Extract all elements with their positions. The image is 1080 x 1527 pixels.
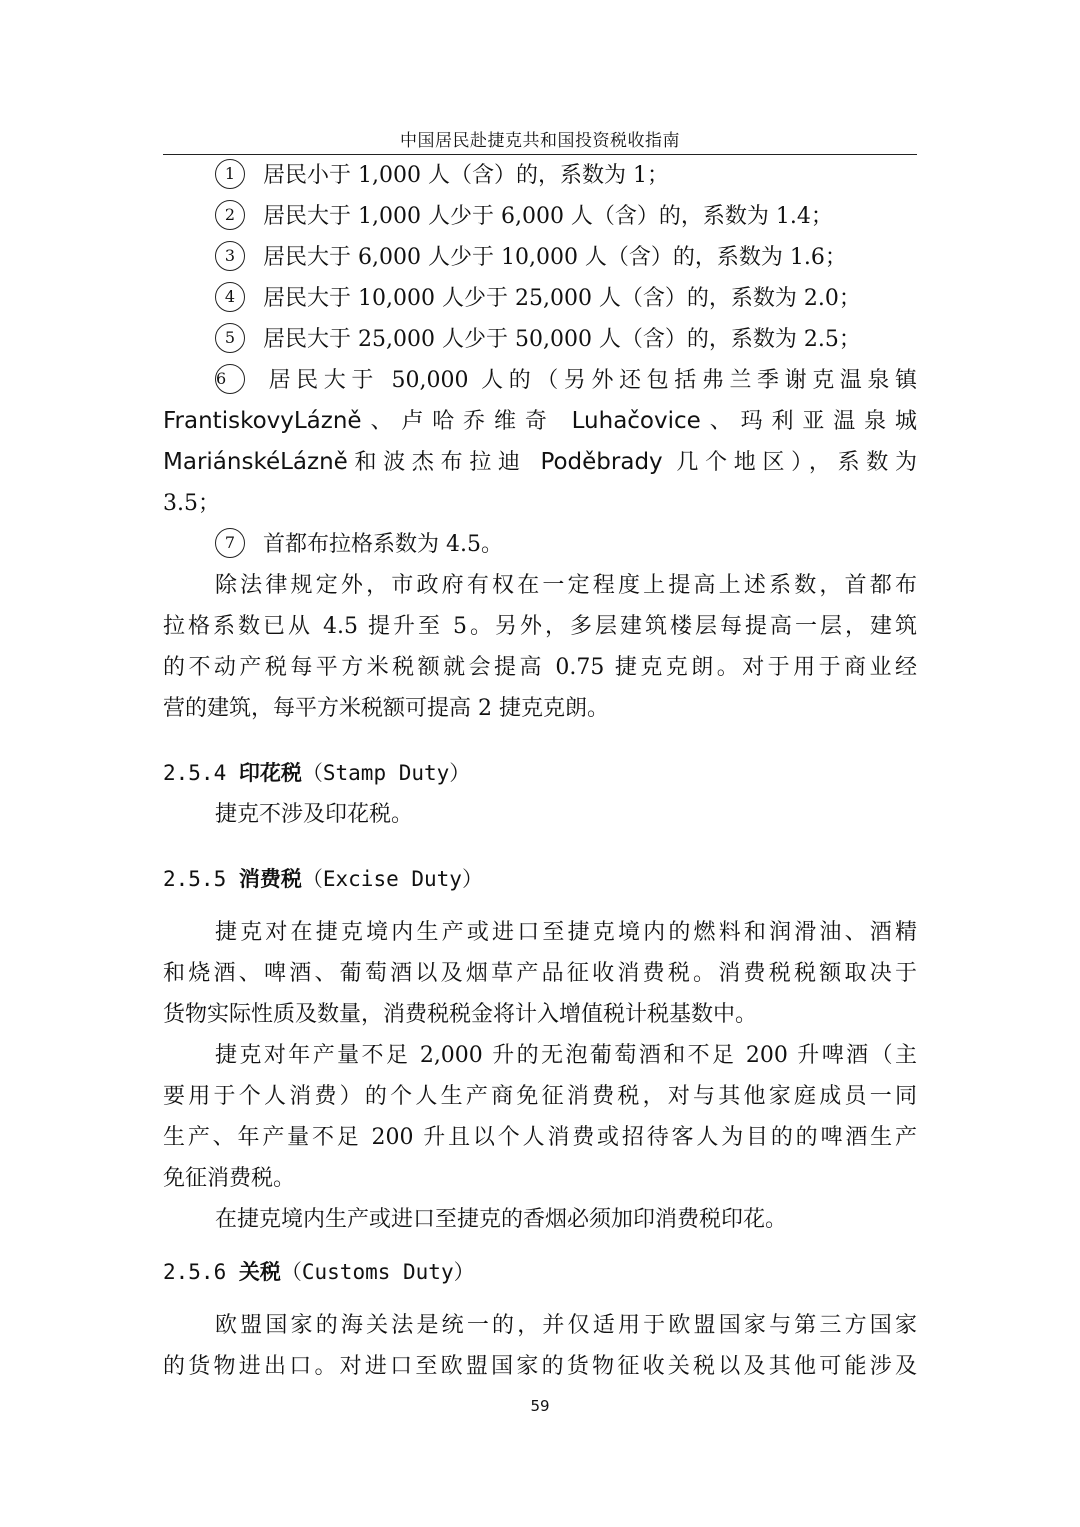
- place-name: FrantiskovyLázně: [163, 408, 362, 434]
- separator-text: 和波杰布拉迪: [347, 450, 541, 475]
- paragraph-line: 除法律规定外，市政府有权在一定程度上提高上述系数，首都布: [215, 573, 917, 598]
- list-item-text: 居民大于 6,000 人少于 10,000 人（含）的，系数为 1.6；: [263, 245, 847, 270]
- section-heading-255: [163, 859, 917, 900]
- circled-number-2: 2: [215, 200, 245, 230]
- paragraph-line: 捷克对年产量不足 2,000 升的无泡葡萄酒和不足 200 升啤酒（主: [215, 1043, 917, 1068]
- list-item-text: 居民大于 1,000 人少于 6,000 人（含）的，系数为 1.4；: [263, 204, 833, 229]
- body-text: [163, 155, 917, 1387]
- document-page: [163, 0, 917, 1527]
- section-title-cn: 消费税: [238, 867, 302, 891]
- paragraph-line: 捷克不涉及印花税。: [215, 802, 414, 827]
- paragraph-line: 营的建筑，每平方米税额可提高 2 捷克克朗。: [163, 696, 609, 721]
- section-heading-254: [163, 753, 917, 794]
- section-title-cn: 关税: [238, 1260, 281, 1284]
- running-header: 中国居民赴捷克共和国投资税收指南: [400, 131, 680, 151]
- section-title-en: （Excise Duty）: [301, 867, 483, 891]
- paragraph-line: 在捷克境内生产或进口至捷克的香烟必须加印消费税印花。: [215, 1207, 788, 1232]
- section-title-cn: 印花税: [238, 761, 302, 785]
- list-item-text: 首都布拉格系数为 4.5。: [263, 532, 503, 557]
- list-item-2: [163, 196, 917, 237]
- place-name: Poděbrady: [540, 449, 663, 475]
- circled-number-6: 6: [215, 364, 245, 394]
- circled-number-7: 7: [215, 528, 245, 558]
- list-item-6-cont-1: [163, 401, 917, 442]
- paragraph-line: 和烧酒、啤酒、葡萄酒以及烟草产品征收消费税。消费税税额取决于: [163, 961, 917, 986]
- paragraph-line: 拉格系数已从 4.5 提升至 5。另外，多层建筑楼层每提高一层，建筑: [163, 614, 917, 639]
- list-item-text: 居民大于 10,000 人少于 25,000 人（含）的，系数为 2.0；: [263, 286, 861, 311]
- circled-number-5: 5: [215, 323, 245, 353]
- section-number: 2.5.6: [163, 1260, 227, 1284]
- paragraph-line: 的货物进出口。对进口至欧盟国家的货物征收关税以及其他可能涉及: [163, 1354, 917, 1379]
- list-item-7: [163, 524, 917, 565]
- circled-number-1: 1: [215, 159, 245, 189]
- list-item-4: [163, 278, 917, 319]
- list-item-text: 居民大于 25,000 人少于 50,000 人（含）的，系数为 2.5；: [263, 327, 861, 352]
- section-title-en: （Customs Duty）: [280, 1260, 475, 1284]
- section-number: 2.5.5: [163, 867, 227, 891]
- separator-text: 、卢哈乔维奇: [361, 409, 572, 434]
- list-item-6: [163, 360, 917, 401]
- list-item-5: [163, 319, 917, 360]
- list-item-6-cont-3: 3.5；: [163, 491, 220, 516]
- circled-number-4: 4: [215, 282, 245, 312]
- paragraph-line: 要用于个人消费）的个人生产商免征消费税，对与其他家庭成员一同: [163, 1084, 917, 1109]
- list-item-6-cont-2: [163, 442, 917, 483]
- paragraph-line: 捷克对在捷克境内生产或进口至捷克境内的燃料和润滑油、酒精: [215, 920, 917, 945]
- paragraph-line: 货物实际性质及数量，消费税税金将计入增值税计税基数中。: [163, 1002, 758, 1027]
- paragraph-line: 的不动产税每平方米税额就会提高 0.75 捷克克朗。对于用于商业经: [163, 655, 917, 680]
- paragraph-line: 欧盟国家的海关法是统一的，并仅适用于欧盟国家与第三方国家: [215, 1313, 917, 1338]
- section-heading-256: [163, 1252, 917, 1293]
- place-name: Luhačovice: [571, 408, 701, 434]
- page-number: 59: [530, 1397, 550, 1415]
- paragraph-line: 生产、年产量不足 200 升且以个人消费或招待客人为目的的啤酒生产: [163, 1125, 917, 1150]
- circled-number-3: 3: [215, 241, 245, 271]
- list-item-text: 居民小于 1,000 人（含）的，系数为 1；: [263, 163, 669, 188]
- paragraph-line: 免征消费税。: [163, 1166, 296, 1191]
- list-item-1: [163, 155, 917, 196]
- place-name: MariánskéLázně: [163, 449, 348, 475]
- separator-text: 几个地区），系数为: [662, 450, 917, 475]
- section-number: 2.5.4: [163, 761, 227, 785]
- list-item-3: [163, 237, 917, 278]
- section-title-en: （Stamp Duty）: [301, 761, 471, 785]
- list-item-text: 居民大于 50,000 人的（另外还包括弗兰季谢克温泉镇: [263, 368, 917, 393]
- separator-text: 、玛利亚温泉城: [700, 409, 917, 434]
